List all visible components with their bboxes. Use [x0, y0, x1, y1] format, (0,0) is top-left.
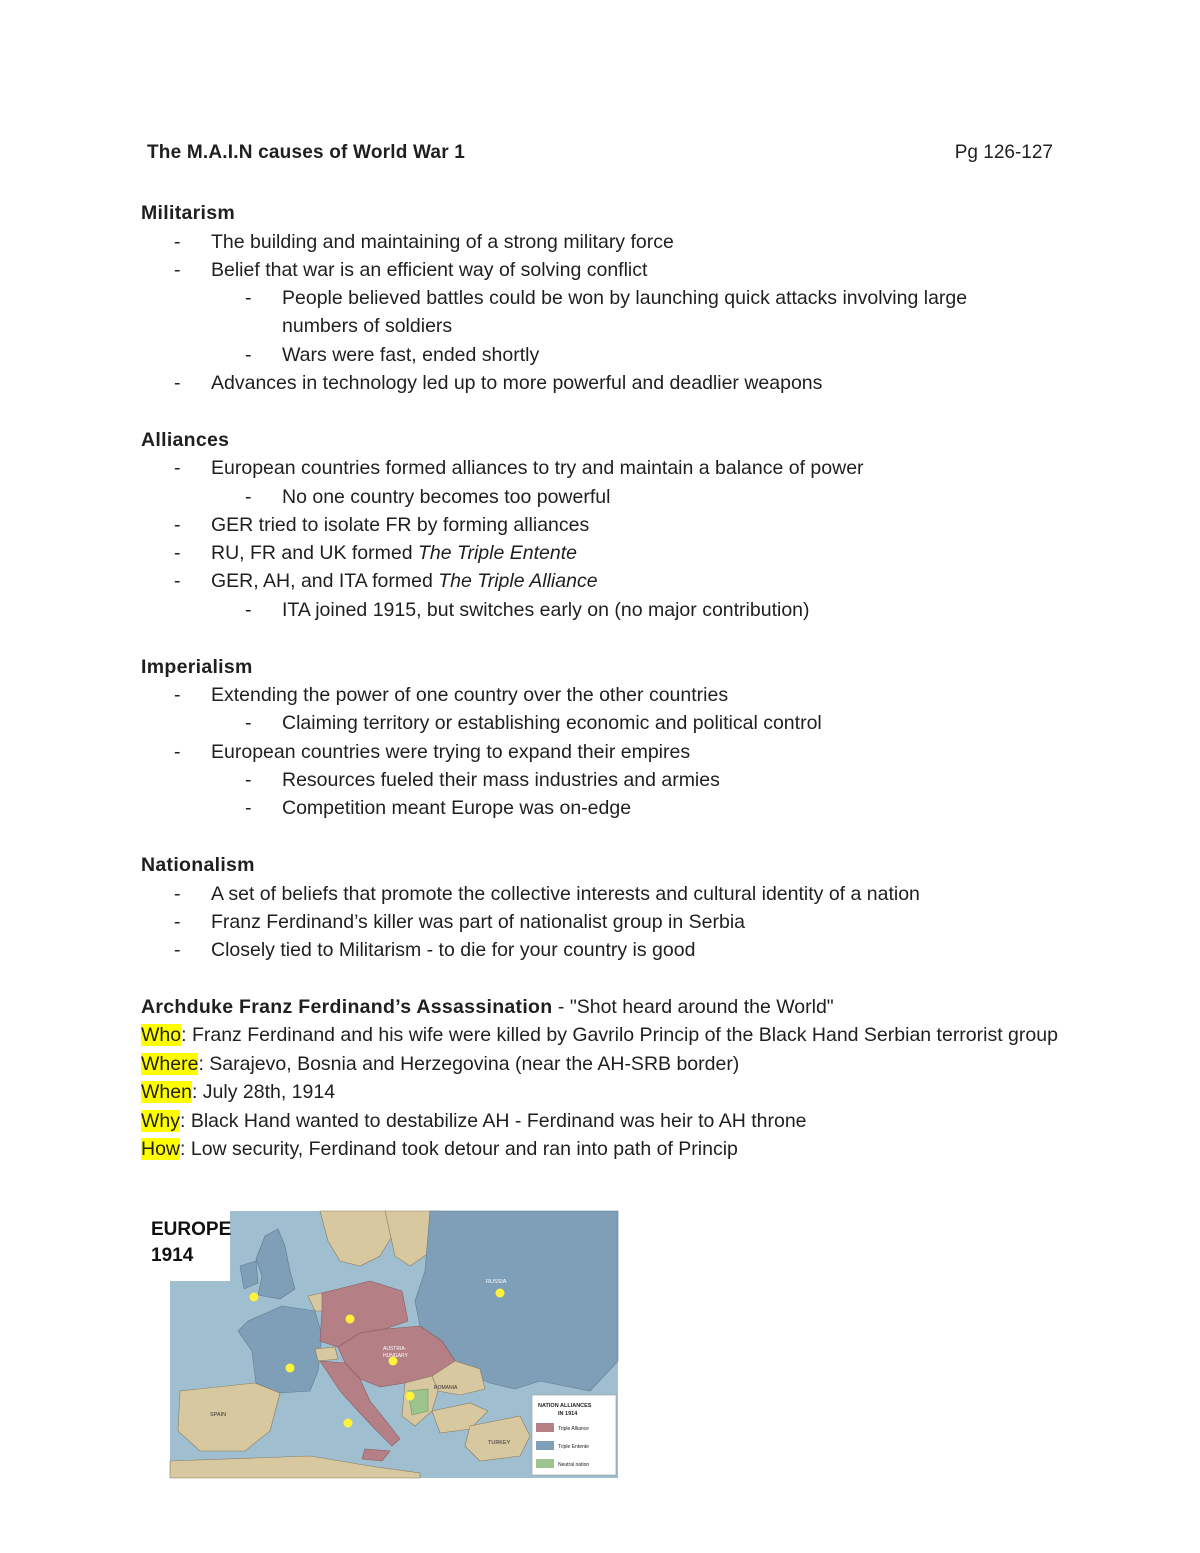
why-label: Why [141, 1109, 180, 1132]
title-row [147, 142, 1053, 168]
list-item: - The building and maintaining of a strong military force [174, 230, 674, 253]
svg-text:Triple Entente: Triple Entente [558, 1444, 589, 1450]
page-reference: Pg 126-127 [954, 142, 1053, 163]
list-item: - Resources fueled their mass industries and armies [245, 768, 720, 791]
list-item: - Extending the power of one country over the other countries [174, 684, 729, 707]
assassination-how: How: Low security, Ferdinand took detour and ran into path of Princip [141, 1138, 738, 1161]
list-item: - European countries formed alliances to try and maintain a balance of power [174, 457, 864, 480]
list-item: - Wars were fast, ended shortly [245, 343, 540, 366]
list-item: - Belief that war is an efficient way of solving conflict [174, 258, 648, 281]
where-label: Where [141, 1052, 199, 1075]
list-item: - Franz Ferdinand’s killer was part of nationalist group in Serbia [174, 910, 745, 933]
assassination-where: Where: Sarajevo, Bosnia and Herzegovina (near the AH-SRB border) [141, 1052, 740, 1075]
svg-text:IN 1914: IN 1914 [558, 1411, 578, 1417]
map-label-romania: ROMANIA [434, 1385, 458, 1391]
section-heading-alliances: Alliances [141, 428, 230, 451]
map-legend [532, 1395, 616, 1475]
map-label-austria-hungary: AUSTRIA- [383, 1346, 407, 1352]
who-label: Who [141, 1024, 182, 1047]
list-item: - ITA joined 1915, but switches early on (no major contribution) [245, 598, 810, 621]
map-label-turkey: TURKEY [488, 1440, 511, 1446]
map-label-russia: RUSSIA [486, 1279, 507, 1285]
list-item: - European countries were trying to expand their empires [174, 740, 691, 763]
list-item: - GER tried to isolate FR by forming alliances [174, 513, 590, 536]
list-item: - Closely tied to Militarism - to die for your country is good [174, 939, 696, 962]
list-item: - A set of beliefs that promote the collective interests and cultural identity of a nation [174, 882, 920, 905]
list-item: - Claiming territory or establishing economic and political control [245, 712, 822, 735]
list-item: - GER, AH, and ITA formed The Triple Alliance [174, 570, 598, 593]
svg-text:Neutral nation: Neutral nation [558, 1462, 590, 1468]
list-item: - People believed battles could be won by launching quick attacks involving large numbers of soldiers [245, 287, 968, 338]
assassination-why: Why: Black Hand wanted to destabilize AH - Ferdinand was heir to AH throne [141, 1109, 807, 1132]
notes-content [141, 199, 1061, 1164]
map-label-spain: SPAIN [210, 1412, 227, 1418]
when-label: When [141, 1081, 192, 1104]
list-item: - Advances in technology led up to more powerful and deadlier weapons [174, 371, 823, 394]
assassination-when: When: July 28th, 1914 [141, 1081, 336, 1104]
page-title: The M.A.I.N causes of World War 1 [147, 142, 466, 163]
svg-text:NATION ALLIANCES: NATION ALLIANCES [538, 1403, 592, 1409]
list-item: - RU, FR and UK formed The Triple Entente [174, 542, 577, 565]
section-heading-nationalism: Nationalism [141, 854, 255, 877]
svg-text:1914: 1914 [151, 1245, 194, 1266]
svg-text:HUNGARY: HUNGARY [383, 1353, 408, 1359]
section-heading-militarism: Militarism [141, 202, 236, 224]
map-title: EUROPE [151, 1219, 232, 1240]
assassination-heading: Archduke Franz Ferdinand’s Assassination - "Shot heard around the World" [141, 995, 834, 1018]
europe-1914-map [151, 1211, 618, 1478]
svg-text:Triple Alliance: Triple Alliance [558, 1426, 589, 1432]
how-label: How [141, 1138, 181, 1161]
list-item: - No one country becomes too powerful [245, 485, 611, 508]
list-item: - Competition meant Europe was on-edge [245, 797, 632, 820]
section-heading-imperialism: Imperialism [141, 655, 253, 678]
assassination-who: Who: Franz Ferdinand and his wife were killed by Gavrilo Princip of the Black Hand Serbian terrorist group [141, 1024, 1058, 1047]
